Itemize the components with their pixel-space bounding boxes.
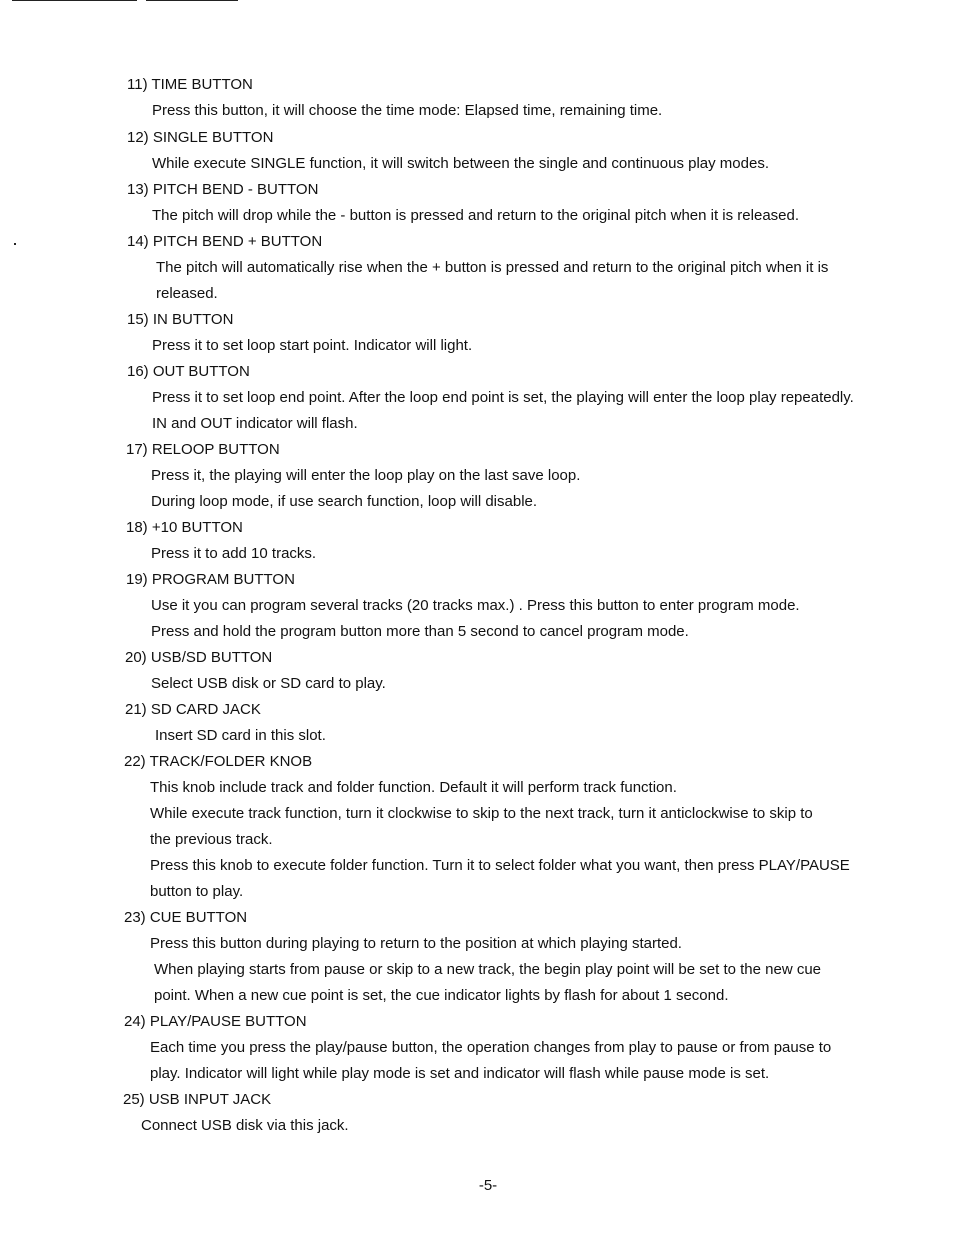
section-heading: 19) PROGRAM BUTTON — [126, 571, 295, 588]
section-description-line: Press and hold the program button more than 5 second to cancel program mode. — [151, 623, 689, 640]
section-description-line: the previous track. — [150, 831, 273, 848]
section-heading: 17) RELOOP BUTTON — [126, 441, 280, 458]
section-description-line: Press it to add 10 tracks. — [151, 545, 317, 562]
section-heading: 11) TIME BUTTON — [127, 76, 253, 93]
section-description-line: The pitch will automatically rise when the + button is pressed and return to the original pitch when it is — [156, 259, 829, 276]
section-description-line: Press this button, it will choose the time mode: Elapsed time, remaining time. — [152, 102, 663, 119]
page-number: -5- — [478, 1177, 498, 1194]
section-description-line: Each time you press the play/pause button, the operation changes from play to pause or from pause to — [150, 1039, 832, 1056]
section-description-line: This knob include track and folder function. Default it will perform track function. — [150, 779, 677, 796]
section-description-line: While execute track function, turn it clockwise to skip to the next track, turn it anticlockwise to skip to — [150, 805, 813, 822]
section-heading: 14) PITCH BEND + BUTTON — [127, 233, 323, 250]
top-rule-left — [12, 0, 137, 1]
section-heading: 13) PITCH BEND - BUTTON — [127, 181, 319, 198]
section-description-line: Press it to set loop start point. Indicator will light. — [152, 337, 473, 354]
section-description-line: Press it to set loop end point. After the loop end point is set, the playing will enter the loop play repeatedly. — [152, 389, 854, 406]
section-heading: 24) PLAY/PAUSE BUTTON — [124, 1013, 307, 1030]
section-heading: 20) USB/SD BUTTON — [125, 649, 273, 666]
section-heading: 25) USB INPUT JACK — [123, 1091, 272, 1108]
section-heading: 18) +10 BUTTON — [126, 519, 243, 536]
margin-mark — [14, 243, 16, 245]
section-description-line: Press this button during playing to return to the position at which playing started. — [150, 935, 682, 952]
section-heading: 12) SINGLE BUTTON — [127, 129, 274, 146]
section-description-line: The pitch will drop while the - button is pressed and return to the original pitch when it is released. — [152, 207, 800, 224]
section-description-line: Press it, the playing will enter the loop play on the last save loop. — [151, 467, 581, 484]
section-description-line: Connect USB disk via this jack. — [141, 1117, 349, 1134]
section-heading: 21) SD CARD JACK — [125, 701, 261, 718]
section-description-line: released. — [156, 285, 218, 302]
section-heading: 22) TRACK/FOLDER KNOB — [124, 753, 313, 770]
top-rule-right — [146, 0, 238, 1]
section-description-line: During loop mode, if use search function, loop will disable. — [151, 493, 538, 510]
section-description-line: Use it you can program several tracks (20 tracks max.) . Press this button to enter program mode. — [151, 597, 800, 614]
section-description-line: Insert SD card in this slot. — [155, 727, 326, 744]
section-heading: 15) IN BUTTON — [127, 311, 234, 328]
section-description-line: IN and OUT indicator will flash. — [152, 415, 358, 432]
section-heading: 16) OUT BUTTON — [127, 363, 250, 380]
section-description-line: While execute SINGLE function, it will switch between the single and continuous play modes. — [152, 155, 769, 172]
section-description-line: play. Indicator will light while play mode is set and indicator will flash while pause mode is set. — [150, 1065, 770, 1082]
section-description-line: point. When a new cue point is set, the cue indicator lights by flash for about 1 second. — [154, 987, 729, 1004]
section-description-line: button to play. — [150, 883, 244, 900]
section-description-line: Press this knob to execute folder function. Turn it to select folder what you want, then press PLAY/PAUSE — [150, 857, 850, 874]
section-description-line: Select USB disk or SD card to play. — [151, 675, 386, 692]
section-description-line: When playing starts from pause or skip to a new track, the begin play point will be set to the new cue — [154, 961, 822, 978]
section-heading: 23) CUE BUTTON — [124, 909, 248, 926]
